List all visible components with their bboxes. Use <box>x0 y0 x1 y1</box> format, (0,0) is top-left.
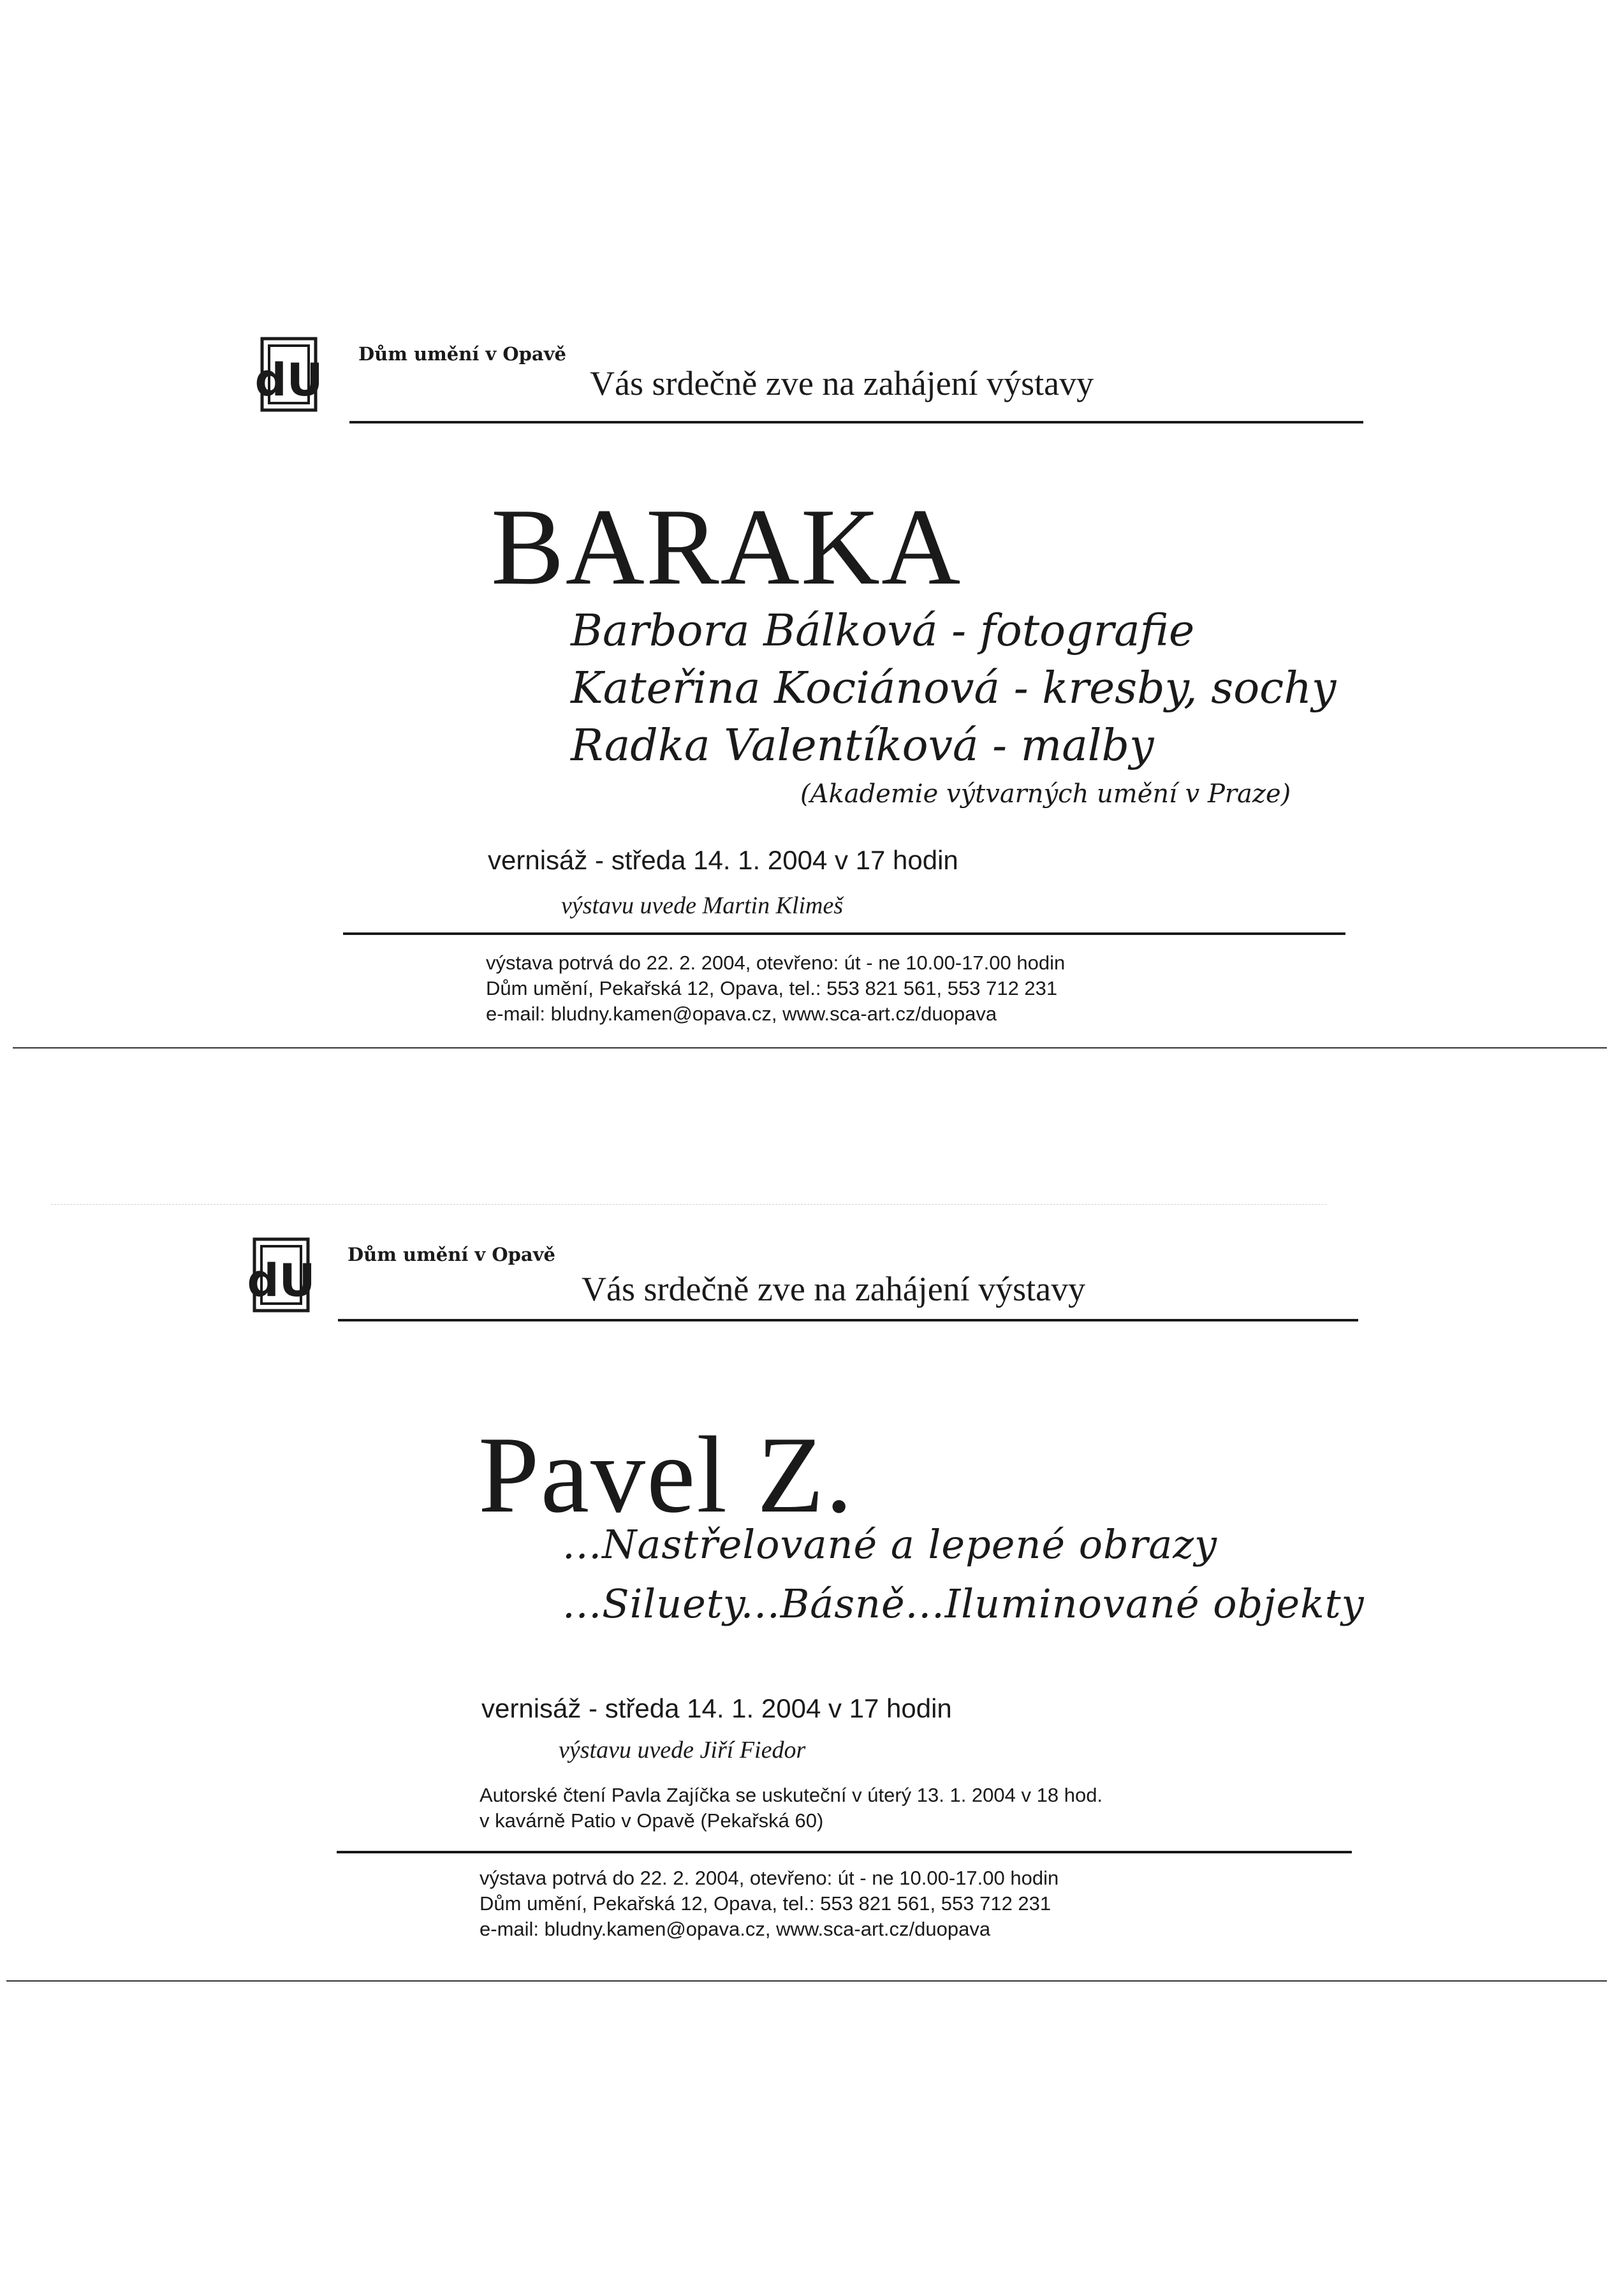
info-line: Dům umění, Pekařská 12, Opava, tel.: 553 821 561, 553 712 231 <box>486 977 1058 999</box>
artist-line: Radka Valentíková - malby <box>571 721 1154 771</box>
works-line: ...Nastřelované a lepené obrazy <box>562 1521 1218 1568</box>
cut-line <box>13 1047 1607 1049</box>
header-divider <box>338 1319 1358 1321</box>
organization-name: Dům umění v Opavě <box>358 343 567 365</box>
academy-note: (Akademie výtvarných umění v Praze) <box>800 779 1291 809</box>
info-divider <box>337 1851 1352 1853</box>
invitation-line: Vás srdečně zve na zahájení výstavy <box>590 364 1094 402</box>
reading-info <box>480 1783 1103 1834</box>
reading-line: Autorské čtení Pavla Zajíčka se uskuteční v úterý 13. 1. 2004 v 18 hod. <box>480 1784 1103 1806</box>
opening-speaker: výstavu uvede Martin Klimeš <box>561 892 844 919</box>
organization-name: Dům umění v Opavě <box>348 1244 556 1265</box>
du-logo-icon <box>254 337 323 412</box>
exhibition-info <box>486 950 1065 1027</box>
du-logo-icon <box>247 1237 316 1313</box>
reading-line: v kavárně Patio v Opavě (Pekařská 60) <box>480 1809 824 1832</box>
vernissage-date: vernisáž - středa 14. 1. 2004 v 17 hodin <box>488 845 958 875</box>
cut-line <box>6 1980 1607 1982</box>
artist-line: Kateřina Kociánová - kresby, sochy <box>571 663 1337 714</box>
du-logo <box>247 1237 316 1313</box>
exhibition-title: BARAKA <box>491 487 962 608</box>
header-divider <box>349 421 1363 423</box>
exhibition-title: Pavel Z. <box>478 1415 854 1536</box>
du-logo <box>254 337 323 412</box>
svg-text:dU: dU <box>254 354 323 406</box>
info-line: výstava potrvá do 22. 2. 2004, otevřeno: út - ne 10.00-17.00 hodin <box>486 952 1066 974</box>
artist-line: Barbora Bálková - fotografie <box>571 606 1195 656</box>
info-line: e-mail: bludny.kamen@opava.cz, www.sca-art.cz/duopava <box>480 1918 991 1940</box>
works-line: ...Siluety...Básně...Iluminované objekty <box>562 1580 1365 1627</box>
vernissage-date: vernisáž - středa 14. 1. 2004 v 17 hodin <box>481 1693 952 1723</box>
info-line: e-mail: bludny.kamen@opava.cz, www.sca-art.cz/duopava <box>486 1003 997 1025</box>
svg-text:dU: dU <box>247 1255 316 1307</box>
opening-speaker: výstavu uvede Jiří Fiedor <box>559 1737 806 1763</box>
scan-mark <box>51 1204 1326 1205</box>
invitation-line: Vás srdečně zve na zahájení výstavy <box>582 1270 1086 1308</box>
info-divider <box>343 932 1345 935</box>
info-line: výstava potrvá do 22. 2. 2004, otevřeno: út - ne 10.00-17.00 hodin <box>480 1867 1059 1889</box>
exhibition-info <box>480 1866 1059 1942</box>
info-line: Dům umění, Pekařská 12, Opava, tel.: 553 821 561, 553 712 231 <box>480 1892 1051 1915</box>
